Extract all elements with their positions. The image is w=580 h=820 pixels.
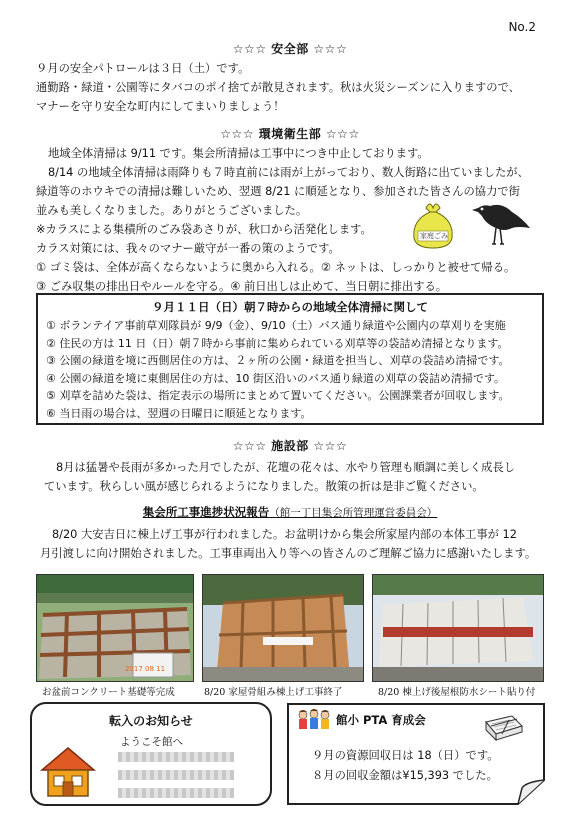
pta-title: 館小 PTA 育成会: [336, 713, 426, 727]
newspaper-bundle-icon: [482, 712, 524, 742]
photo-caption: 8/20 棟上げ後屋根防水シート貼り付: [378, 687, 536, 698]
env-heading: ☆☆☆ 環境衛生部 ☆☆☆: [220, 127, 360, 141]
move-in-title: 転入のお知らせ: [109, 714, 193, 728]
pta-note: [286, 702, 546, 806]
cleanup-box: [36, 293, 544, 425]
pta-line: ８月の回収金額は¥15,393 でした。: [312, 769, 498, 782]
cleanup-item: ⑤ 刈草を詰めた袋は、指定表示の場所にまとめて置いてください。公園課業者が回収します。: [46, 389, 510, 402]
garbage-bag-icon: [406, 198, 460, 250]
photo-roof-sheet: [372, 574, 544, 682]
construction-line: 8/20 大安吉日に棟上げ工事が行われました。お盆明けから集会所家屋内部の本体工事が 12: [52, 528, 517, 541]
redacted-name: [118, 752, 234, 762]
house-icon: [38, 744, 98, 800]
photo-caption: お盆前コンクリート基礎等完成: [42, 687, 175, 698]
env-line: 地域全体清掃は 9/11 です。集会所清掃は工事中につき中止しております。: [48, 147, 429, 160]
page-number: No.2: [508, 20, 536, 34]
env-line: ① ゴミ袋は、全体が高くならないように奥から入れる。② ネットは、しっかりと被せて帰る。: [36, 261, 516, 274]
safety-line: 通勤路・緑道・公園等にタバコのポイ捨てが散見されます。秋は火災シーズンに入りますので、: [36, 81, 520, 94]
facility-line: ています。秋らしい風が感じられるようになりました。散策の折は是非ご覧ください。: [44, 480, 484, 493]
env-line: 8/14 の地域全体清掃は雨降りも７時直前には雨が上がっており、数人街路に出ていましたが、: [48, 166, 529, 179]
pta-line: ９月の資源回収日は 18（日）です。: [312, 749, 499, 762]
construction-title: 集会所工事進捗状況報告: [142, 505, 270, 519]
construction-text: [40, 525, 536, 563]
env-line: ③ ごみ収集の排出日やルールを守る。④ 前日出しは止めて、当日朝に排出する。: [36, 280, 448, 293]
env-line: カラス対策には、我々のマナー厳守が一番の策のようです。: [36, 242, 340, 255]
redacted-name: [118, 788, 234, 798]
safety-line: ９月の安全パトロールは３日（土）です。: [36, 62, 250, 75]
crow-icon: [470, 198, 534, 250]
safety-line: マナーを守り安全な町内にしてまいりましょう！: [36, 100, 285, 113]
cleanup-item: ⑥ 当日雨の場合は、翌週の日曜日に順延となります。: [46, 406, 312, 420]
facility-line: 8月は猛暑や長雨が多かった月でしたが、花壇の花々は、水やり管理も順調に美しく成長し: [56, 461, 516, 474]
redacted-name: [118, 770, 234, 780]
cleanup-title: ９月１１日（日）朝７時からの地域全体清掃に関して: [152, 300, 428, 314]
cleanup-item: ② 住民の方は 11 日（日）朝７時から事前に集められている刈草等の袋詰め清掃となります。: [46, 336, 509, 350]
photo-caption: 8/20 家屋骨組み棟上げ工事終了: [204, 687, 343, 698]
facility-heading: ☆☆☆ 施設部 ☆☆☆: [232, 439, 348, 453]
photo-date-stamp: 2017 08 11: [125, 665, 166, 673]
move-in-greeting: ようこそ館へ: [120, 736, 183, 748]
move-in-box: [30, 702, 272, 806]
construction-header: [0, 504, 580, 520]
children-icon: [296, 708, 332, 734]
photo-foundation: [36, 574, 194, 682]
construction-line: 月引渡しに向け開始されました。工事車両出入り等への皆さんのご理解ご協力に感謝いたします。: [40, 547, 537, 560]
cleanup-item: ① ボランテイア事前草刈隊員が 9/9（金）、9/10（土）バス通り緑道や公園内の草刈りを実施: [46, 319, 506, 332]
garbage-bag-label: 家庭ごみ: [420, 232, 448, 240]
cleanup-item: ④ 公園の緑道を境に東側居住の方は、10 街区沿いのバス通り緑道の刈草の袋詰め清掃です。: [46, 371, 505, 385]
env-line: ※カラスによる集積所のごみ袋あさりが、秋口から活発化します。: [36, 223, 372, 236]
facility-text: [44, 458, 515, 496]
cleanup-item: ③ 公園の緑道を境に西側居住の方は、２ヶ所の公園・緑道を担当し、刈草の袋詰め清掃です。: [46, 354, 510, 367]
construction-subtitle: （館一丁目集会所管理運営委員会）: [269, 507, 438, 519]
safety-text: [36, 59, 520, 116]
photo-framing: [202, 574, 364, 682]
env-line: 緑道等のホウキでの清掃は難しいため、翌週 8/21 に順延となり、参加された皆さんの協力で街: [36, 185, 520, 198]
env-line: 並みも美しくなりました。ありがとうございました。: [36, 204, 308, 217]
safety-heading: ☆☆☆ 安全部 ☆☆☆: [232, 42, 348, 56]
